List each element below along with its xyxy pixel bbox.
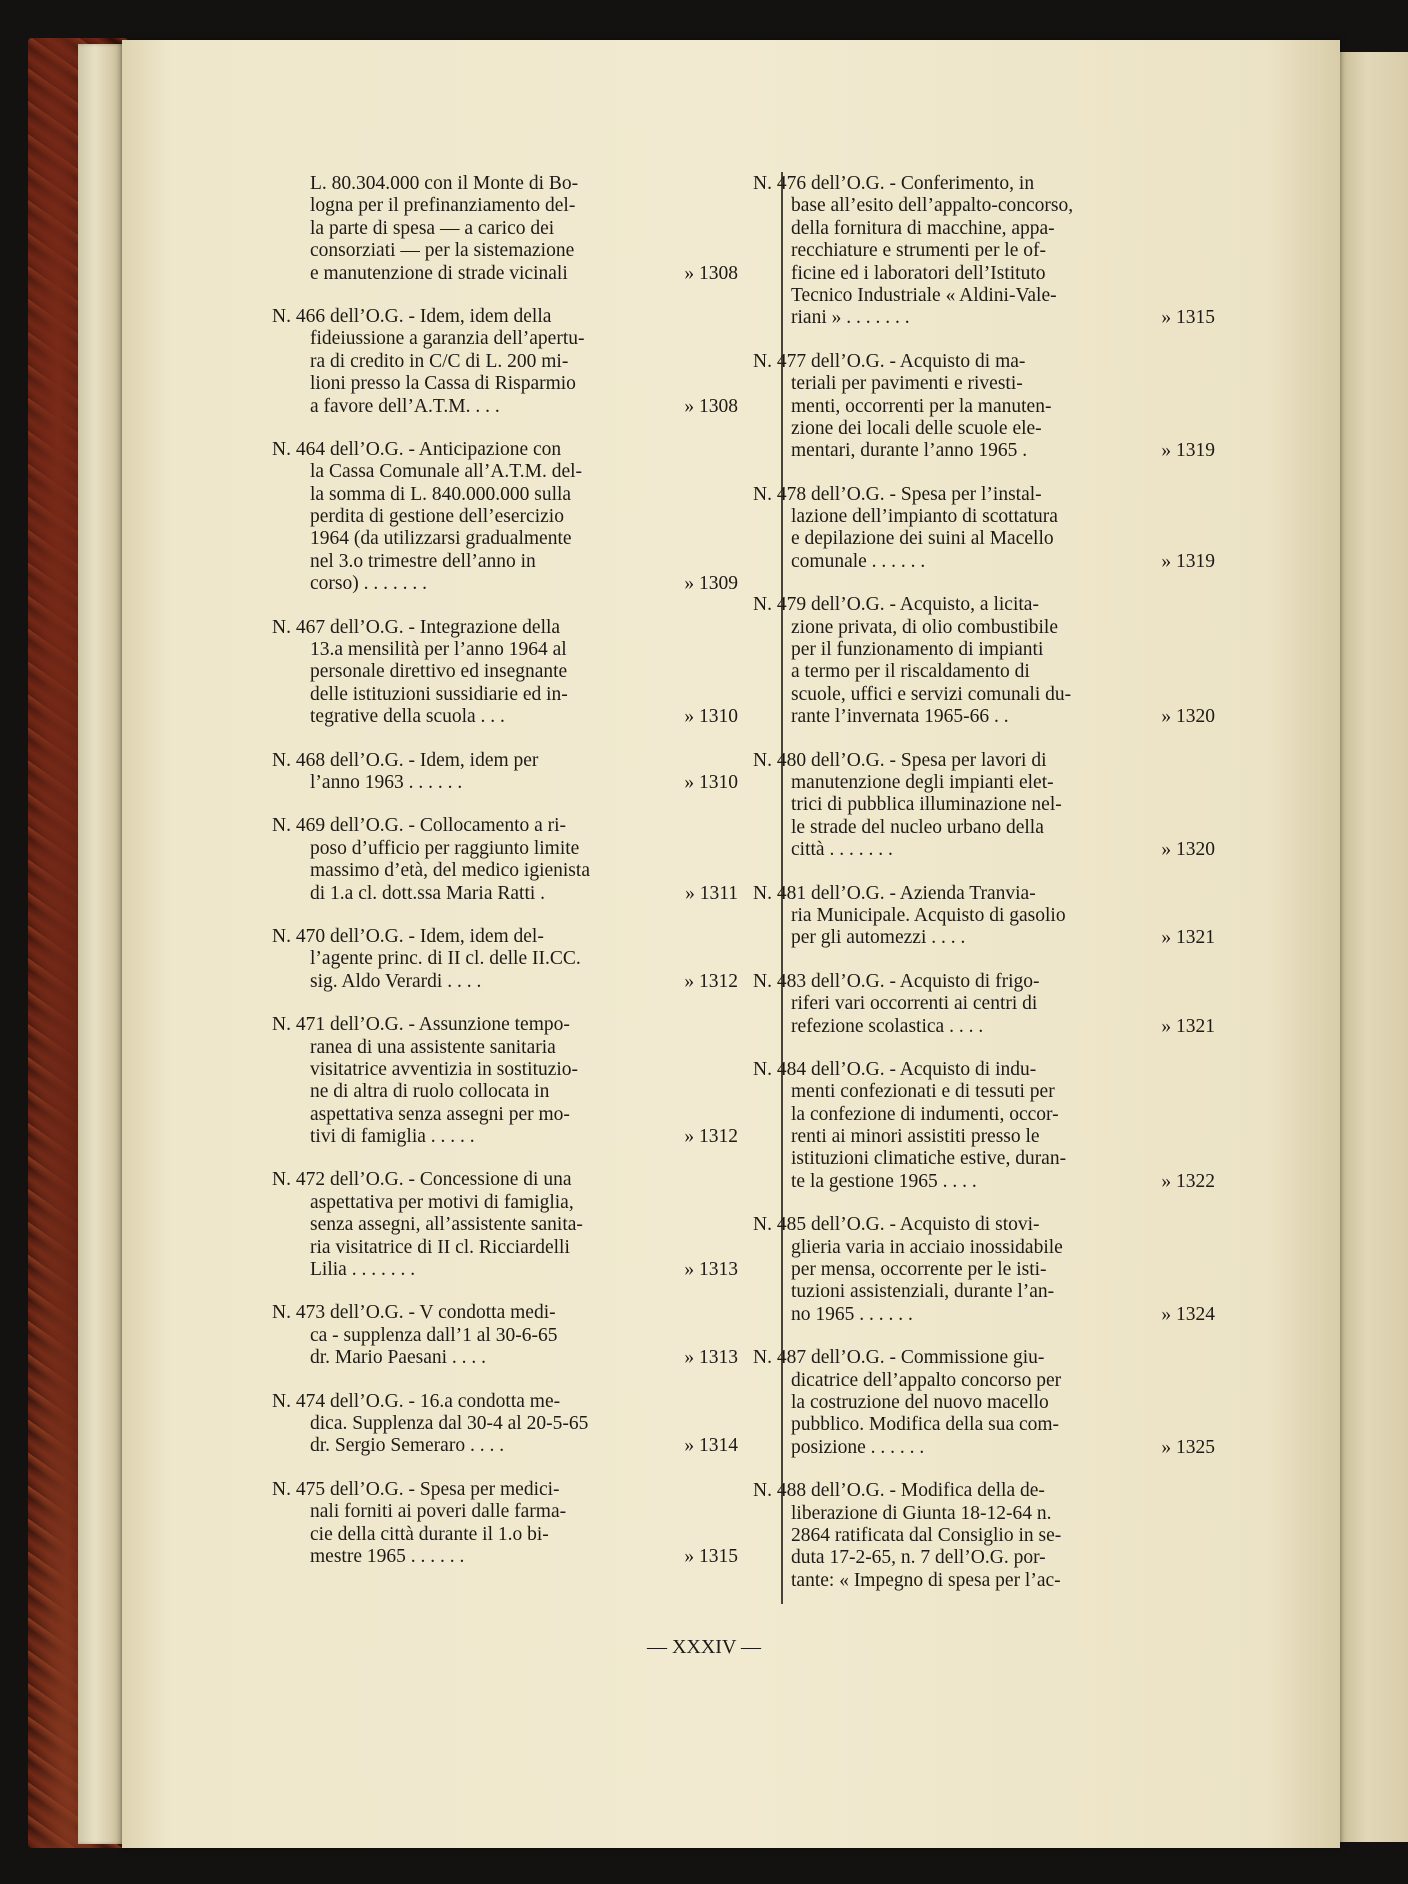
- entry-page-ref: » 1312: [684, 970, 738, 992]
- entry-line: e depilazione dei suini al Macello: [791, 528, 1054, 550]
- entry-line: N. 480 dell’O.G. - Spesa per lavori di: [753, 749, 1047, 771]
- entry-page-ref: » 1308: [684, 395, 738, 417]
- entry-line: dr. Sergio Semeraro . . . . » 1314: [310, 1435, 738, 1457]
- index-entry: [272, 616, 738, 729]
- entry-line: teriali per pavimenti e rivesti-: [791, 373, 1023, 395]
- entry-page-ref: » 1319: [1161, 440, 1215, 462]
- entry-line: tuzioni assistenziali, durante l’an-: [791, 1281, 1055, 1303]
- entry-line: N. 477 dell’O.G. - Acquisto di ma-: [753, 350, 1026, 372]
- entry-line: N. 468 dell’O.G. - Idem, idem per: [272, 749, 539, 771]
- entry-line: personale direttivo ed insegnante: [310, 661, 568, 683]
- right-column-index: [753, 173, 1215, 1613]
- entry-line: N. 469 dell’O.G. - Collocamento a ri-: [272, 815, 567, 837]
- entry-line: senza assegni, all’assistente sanita-: [310, 1214, 583, 1236]
- entry-line: la Cassa Comunale all’A.T.M. del-: [310, 461, 583, 483]
- entry-line: ranea di una assistente sanitaria: [310, 1036, 556, 1058]
- entry-line: lazione dell’impianto di scottatura: [791, 506, 1058, 528]
- entry-line: per mensa, occorrente per le isti-: [791, 1259, 1047, 1281]
- entry-page-ref: » 1314: [684, 1435, 738, 1457]
- entry-line: ca - supplenza dall’1 al 30-6-65: [310, 1324, 558, 1346]
- entry-line: no 1965 . . . . . . » 1324: [791, 1303, 1215, 1325]
- entry-line: riani » . . . . . . . » 1315: [791, 307, 1215, 329]
- entry-page-ref: » 1310: [684, 706, 738, 728]
- entry-page-ref: » 1308: [684, 262, 738, 284]
- entry-line: recchiature e strumenti per le of-: [791, 240, 1046, 262]
- entry-line: N. 481 dell’O.G. - Azienda Tranvia-: [753, 882, 1036, 904]
- entry-page-ref: » 1313: [684, 1347, 738, 1369]
- entry-line: N. 476 dell’O.G. - Conferimento, in: [753, 173, 1035, 194]
- entry-page-ref: » 1310: [684, 771, 738, 793]
- entry-line: N. 488 dell’O.G. - Modifica della de-: [753, 1480, 1045, 1502]
- index-entry: [753, 970, 1215, 1038]
- index-entry: [753, 1058, 1215, 1193]
- entry-line: di 1.a cl. dott.ssa Maria Ratti . » 1311: [310, 882, 738, 904]
- index-entry: [272, 1478, 738, 1569]
- index-entry: [753, 1214, 1215, 1326]
- entry-line: mentari, durante l’anno 1965 . » 1319: [791, 440, 1215, 462]
- entry-line: comunale . . . . . . » 1319: [791, 550, 1215, 572]
- entry-line: te la gestione 1965 . . . . » 1322: [791, 1170, 1215, 1192]
- entry-page-ref: » 1315: [684, 1545, 738, 1567]
- index-entry: [272, 815, 738, 905]
- entry-line: ficine ed i laboratori dell’Istituto: [791, 262, 1046, 284]
- entry-line: menti, occorrenti per la manuten-: [791, 395, 1052, 417]
- entry-line: N. 472 dell’O.G. - Concessione di una: [272, 1169, 572, 1191]
- entry-line: nali forniti ai poveri dalle farma-: [310, 1501, 567, 1523]
- index-entry: [753, 350, 1215, 463]
- entry-line: consorziati — per la sistemazione: [310, 240, 575, 262]
- entry-line: 2864 ratificata dal Consiglio in se-: [791, 1524, 1062, 1546]
- entry-line: N. 471 dell’O.G. - Assunzione tempo-: [272, 1014, 570, 1036]
- index-entry: [272, 1302, 738, 1369]
- entry-line: e manutenzione di strade vicinali » 1308: [310, 262, 738, 284]
- index-entry: [753, 1347, 1215, 1459]
- entry-line: N. 473 dell’O.G. - V condotta medi-: [272, 1302, 556, 1324]
- entry-line: renti ai minori assistiti presso le: [791, 1126, 1040, 1148]
- entry-page-ref: » 1321: [1161, 1015, 1215, 1037]
- index-entry: [753, 594, 1215, 728]
- entry-line: scuole, uffici e servizi comunali du-: [791, 683, 1072, 705]
- book-spine-edge: [78, 44, 126, 1844]
- entry-line: 1964 (da utilizzarsi gradualmente: [310, 528, 572, 550]
- entry-line: ra di credito in C/C di L. 200 mi-: [310, 350, 569, 372]
- entry-line: rante l’invernata 1965-66 . . » 1320: [791, 706, 1215, 728]
- entry-line: aspettativa per motivi di famiglia,: [310, 1191, 574, 1213]
- index-entry: [272, 1169, 738, 1281]
- entry-page-ref: » 1319: [1161, 550, 1215, 572]
- entry-line: N. 467 dell’O.G. - Integrazione della: [272, 616, 561, 638]
- entry-line: L. 80.304.000 con il Monte di Bo-: [310, 173, 579, 194]
- entry-line: N. 470 dell’O.G. - Idem, idem del-: [272, 925, 544, 947]
- entry-line: N. 466 dell’O.G. - Idem, idem della: [272, 305, 552, 327]
- entry-line: per gli automezzi . . . . » 1321: [791, 927, 1215, 949]
- entry-line: dicatrice dell’appalto concorso per: [791, 1369, 1062, 1391]
- entry-line: logna per il prefinanziamento del-: [310, 195, 576, 217]
- entry-line: N. 479 dell’O.G. - Acquisto, a licita-: [753, 594, 1039, 616]
- entry-line: Lilia . . . . . . . » 1313: [310, 1259, 738, 1281]
- entry-line: cie della città durante il 1.o bi-: [310, 1523, 549, 1545]
- entry-page-ref: » 1320: [1161, 839, 1215, 861]
- entry-line: glieria varia in acciaio inossidabile: [791, 1236, 1063, 1258]
- index-entry: [753, 483, 1215, 574]
- entry-line: N. 484 dell’O.G. - Acquisto di indu-: [753, 1058, 1037, 1080]
- entry-line: duta 17-2-65, n. 7 dell’O.G. por-: [791, 1547, 1046, 1569]
- entry-line: fideiussione a garanzia dell’apertu-: [310, 328, 585, 350]
- entry-line: N. 475 dell’O.G. - Spesa per medici-: [272, 1478, 560, 1500]
- entry-line: N. 485 dell’O.G. - Acquisto di stovi-: [753, 1214, 1040, 1236]
- entry-line: posizione . . . . . . » 1325: [791, 1436, 1215, 1458]
- entry-line: tegrative della scuola . . . » 1310: [310, 706, 738, 728]
- entry-line: zione dei locali delle scuole ele-: [791, 417, 1042, 439]
- entry-line: 13.a mensilità per l’anno 1964 al: [310, 639, 567, 661]
- entry-line: istituzioni climatiche estive, duran-: [791, 1148, 1067, 1170]
- entry-line: liberazione di Giunta 18-12-64 n.: [791, 1502, 1052, 1524]
- entry-line: N. 478 dell’O.G. - Spesa per l’instal-: [753, 483, 1042, 505]
- index-entry: [272, 925, 738, 993]
- entry-line: zione privata, di olio combustibile: [791, 616, 1058, 638]
- index-entry: [753, 882, 1215, 950]
- entry-line: l’agente princ. di II cl. delle II.CC.: [310, 948, 581, 970]
- entry-line: a favore dell’A.T.M. . . . » 1308: [310, 395, 738, 417]
- entry-line: la somma di L. 840.000.000 sulla: [310, 483, 572, 505]
- entry-line: corso) . . . . . . . » 1309: [310, 573, 738, 595]
- entry-line: N. 487 dell’O.G. - Commissione giu-: [753, 1347, 1045, 1369]
- index-entry: [753, 173, 1215, 330]
- facing-page-edge: [1340, 52, 1408, 1842]
- entry-line: della fornitura di macchine, appa-: [791, 217, 1055, 239]
- entry-line: manutenzione degli impianti elet-: [791, 771, 1054, 793]
- entry-page-ref: » 1309: [684, 573, 738, 595]
- index-entry: [310, 173, 738, 285]
- entry-page-ref: » 1313: [684, 1259, 738, 1281]
- entry-page-ref: » 1324: [1161, 1303, 1215, 1325]
- index-entry: [272, 1014, 738, 1148]
- entry-page-ref: » 1312: [684, 1126, 738, 1148]
- entry-page-ref: » 1320: [1161, 706, 1215, 728]
- entry-page-ref: » 1315: [1161, 307, 1215, 329]
- entry-line: menti confezionati e di tessuti per: [791, 1081, 1055, 1103]
- entry-line: lioni presso la Cassa di Risparmio: [310, 373, 576, 395]
- entry-line: sig. Aldo Verardi . . . . » 1312: [310, 970, 738, 992]
- entry-line: mestre 1965 . . . . . . » 1315: [310, 1545, 738, 1567]
- entry-line: N. 483 dell’O.G. - Acquisto di frigo-: [753, 970, 1040, 992]
- entry-line: città . . . . . . . » 1320: [791, 839, 1215, 861]
- entry-line: a termo per il riscaldamento di: [791, 661, 1030, 683]
- entry-page-ref: » 1311: [685, 882, 738, 904]
- page-number: — XXXIV —: [646, 1636, 762, 1658]
- entry-line: visitatrice avventizia in sostituzio-: [310, 1058, 579, 1080]
- entry-line: delle istituzioni sussidiarie ed in-: [310, 683, 568, 705]
- index-entry: [272, 1390, 738, 1458]
- entry-line: massimo d’età, del medico igienista: [310, 860, 590, 882]
- entry-line: perdita di gestione dell’esercizio: [310, 506, 564, 528]
- entry-line: la parte di spesa — a carico dei: [310, 217, 555, 239]
- entry-line: Tecnico Industriale « Aldini-Vale-: [791, 284, 1057, 306]
- entry-page-ref: » 1321: [1161, 927, 1215, 949]
- index-entry: [753, 1480, 1215, 1592]
- index-entry: [753, 749, 1215, 862]
- entry-line: base all’esito dell’appalto-concorso,: [791, 195, 1074, 217]
- entry-line: ria visitatrice di II cl. Ricciardelli: [310, 1236, 570, 1258]
- entry-line: riferi vari occorrenti ai centri di: [791, 993, 1038, 1015]
- entry-line: ria Municipale. Acquisto di gasolio: [791, 904, 1066, 926]
- index-entry: [272, 749, 738, 795]
- entry-line: poso d’ufficio per raggiunto limite: [310, 837, 580, 859]
- left-column-index: [272, 173, 738, 1589]
- entry-line: la costruzione del nuovo macello: [791, 1391, 1049, 1413]
- entry-page-ref: » 1325: [1161, 1436, 1215, 1458]
- entry-line: l’anno 1963 . . . . . . » 1310: [310, 771, 738, 793]
- entry-line: dica. Supplenza dal 30-4 al 20-5-65: [310, 1412, 589, 1434]
- index-entry: [272, 438, 738, 596]
- entry-line: refezione scolastica . . . . » 1321: [791, 1015, 1215, 1037]
- index-entry: [272, 305, 738, 418]
- entry-line: la confezione di indumenti, occor-: [791, 1103, 1059, 1125]
- entry-line: ne di altra di ruolo collocata in: [310, 1081, 550, 1103]
- entry-line: N. 474 dell’O.G. - 16.a condotta me-: [272, 1390, 561, 1412]
- entry-line: per il funzionamento di impianti: [791, 639, 1044, 661]
- entry-page-ref: » 1322: [1161, 1170, 1215, 1192]
- entry-line: N. 464 dell’O.G. - Anticipazione con: [272, 438, 562, 460]
- entry-line: dr. Mario Paesani . . . . » 1313: [310, 1347, 738, 1369]
- entry-line: tivi di famiglia . . . . . » 1312: [310, 1126, 738, 1148]
- entry-line: aspettativa senza assegni per mo-: [310, 1103, 570, 1125]
- entry-line: pubblico. Modifica della sua com-: [791, 1414, 1060, 1436]
- entry-line: tante: « Impegno di spesa per l’ac-: [791, 1569, 1061, 1591]
- entry-line: le strade del nucleo urbano della: [791, 816, 1044, 838]
- entry-line: nel 3.o trimestre dell’anno in: [310, 550, 536, 572]
- entry-line: trici di pubblica illuminazione nel-: [791, 794, 1062, 816]
